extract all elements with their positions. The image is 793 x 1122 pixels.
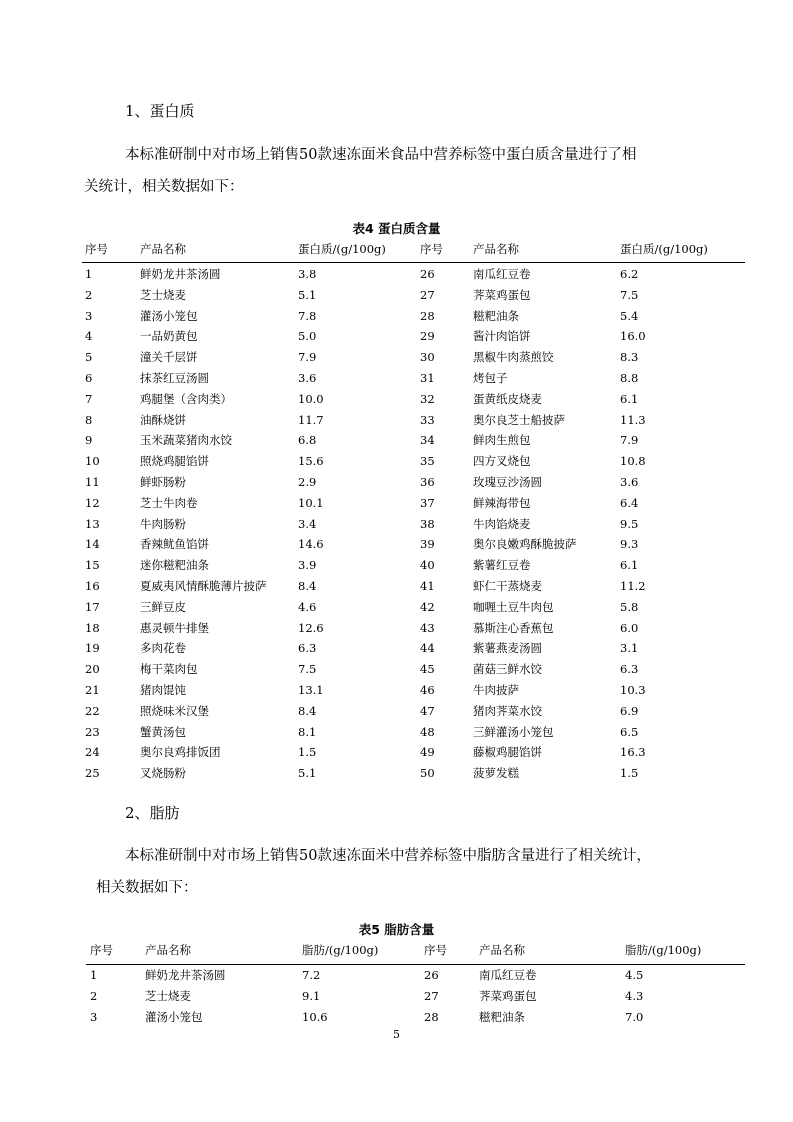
table4-header-index-2: 序号 xyxy=(420,242,443,256)
cell-product-name-2: 牛肉馅烧麦 xyxy=(473,516,531,531)
cell-index-2: 34 xyxy=(420,433,435,448)
cell-index-2: 31 xyxy=(420,370,435,385)
table4-row xyxy=(85,742,700,763)
cell-value-2: 10.3 xyxy=(620,682,646,697)
section1-heading: 1、蛋白质 xyxy=(125,102,195,120)
cell-product-name-2: 荠菜鸡蛋包 xyxy=(479,988,537,1003)
cell-value-2: 11.2 xyxy=(620,578,646,593)
cell-product-name-2: 南瓜红豆卷 xyxy=(473,267,531,281)
cell-product-name: 鲜虾肠粉 xyxy=(140,474,186,489)
cell-index-2: 49 xyxy=(420,745,435,760)
cell-index: 6 xyxy=(85,370,93,385)
cell-product-name-2: 糍粑油条 xyxy=(473,308,519,323)
table4-row xyxy=(85,493,700,514)
cell-value: 5.1 xyxy=(298,766,317,781)
cell-index: 3 xyxy=(90,1009,98,1024)
table4-row xyxy=(85,722,700,743)
cell-index-2: 27 xyxy=(420,287,435,302)
cell-value-2: 6.1 xyxy=(620,558,639,573)
table4-row xyxy=(85,680,700,701)
cell-value: 7.9 xyxy=(298,350,317,365)
cell-product-name: 夏威夷风情酥脆薄片披萨 xyxy=(140,578,267,593)
cell-value-2: 5.4 xyxy=(620,308,639,323)
cell-value-2: 11.3 xyxy=(620,412,646,427)
cell-value: 15.6 xyxy=(298,454,324,469)
table4-row xyxy=(85,410,700,431)
cell-product-name-2: 紫薯红豆卷 xyxy=(473,558,531,573)
cell-index-2: 45 xyxy=(420,662,435,677)
table4-row xyxy=(85,638,700,659)
cell-value: 10.1 xyxy=(298,495,324,510)
cell-product-name: 鲜奶龙井茶汤圆 xyxy=(140,267,221,281)
cell-index-2: 44 xyxy=(420,641,435,656)
page-number: 5 xyxy=(393,1028,400,1041)
table4-header-protein-2: 蛋白质/(g/100g) xyxy=(620,242,708,256)
table4-header-name-2: 产品名称 xyxy=(473,242,519,256)
cell-index: 12 xyxy=(85,495,100,510)
cell-product-name: 迷你糍粑油条 xyxy=(140,558,209,573)
cell-product-name: 照烧味米汉堡 xyxy=(140,703,209,718)
cell-product-name-2: 鲜肉生煎包 xyxy=(473,433,531,448)
cell-index-2: 30 xyxy=(420,350,435,365)
cell-value-2: 3.1 xyxy=(620,641,639,656)
cell-product-name: 香辣鱿鱼馅饼 xyxy=(140,537,209,552)
table4-row xyxy=(85,763,700,784)
cell-value-2: 7.5 xyxy=(620,287,639,302)
cell-value-2: 3.6 xyxy=(620,474,639,489)
cell-index: 15 xyxy=(85,558,100,573)
table4-row xyxy=(85,306,700,327)
cell-product-name: 灌汤小笼包 xyxy=(145,1009,203,1024)
cell-value-2: 9.3 xyxy=(620,537,639,552)
cell-product-name-2: 荠菜鸡蛋包 xyxy=(473,287,531,302)
cell-product-name: 玉米蔬菜猪肉水饺 xyxy=(140,433,232,448)
cell-product-name: 猪肉馄饨 xyxy=(140,682,186,697)
table5-caption: 表5 脂肪含量 xyxy=(358,922,435,937)
table5-header-name: 产品名称 xyxy=(145,943,191,957)
cell-product-name-2: 糍粑油条 xyxy=(479,1009,525,1024)
cell-value: 12.6 xyxy=(298,620,324,635)
table4-row xyxy=(85,701,700,722)
cell-value: 11.7 xyxy=(298,412,324,427)
cell-value: 6.3 xyxy=(298,641,317,656)
cell-value: 7.2 xyxy=(302,968,321,982)
cell-product-name-2: 玫瑰豆沙汤圆 xyxy=(473,474,542,489)
cell-value-2: 10.8 xyxy=(620,454,646,469)
section2-heading: 2、脂肪 xyxy=(125,804,180,822)
cell-value-2: 6.9 xyxy=(620,703,639,718)
cell-value: 8.4 xyxy=(298,703,317,718)
cell-value: 7.5 xyxy=(298,662,317,677)
cell-value-2: 4.3 xyxy=(625,988,644,1003)
cell-index: 7 xyxy=(85,391,93,406)
cell-index: 20 xyxy=(85,662,100,677)
table4-header-protein: 蛋白质/(g/100g) xyxy=(298,242,386,256)
cell-index: 2 xyxy=(90,988,98,1003)
cell-product-name: 芝士烧麦 xyxy=(145,988,191,1003)
cell-product-name-2: 三鲜灌汤小笼包 xyxy=(473,724,554,739)
cell-product-name-2: 牛肉披萨 xyxy=(473,682,519,697)
cell-index: 25 xyxy=(85,766,100,781)
cell-index-2: 29 xyxy=(420,329,435,344)
cell-value: 10.0 xyxy=(298,391,324,406)
cell-index: 22 xyxy=(85,703,100,718)
cell-index-2: 48 xyxy=(420,724,435,739)
cell-index-2: 39 xyxy=(420,537,435,552)
table4-header-rule xyxy=(82,262,745,263)
table4 xyxy=(85,264,700,784)
cell-index: 19 xyxy=(85,641,100,656)
cell-product-name: 鸡腿堡（含肉类） xyxy=(140,391,232,406)
cell-value-2: 16.3 xyxy=(620,745,646,760)
table4-row xyxy=(85,618,700,639)
cell-product-name-2: 南瓜红豆卷 xyxy=(479,968,537,982)
table4-row xyxy=(85,659,700,680)
cell-index: 13 xyxy=(85,516,100,531)
cell-product-name: 油酥烧饼 xyxy=(140,412,186,427)
cell-value: 6.8 xyxy=(298,433,317,448)
cell-index-2: 42 xyxy=(420,599,435,614)
cell-product-name-2: 菠萝发糕 xyxy=(473,766,519,781)
cell-product-name: 潼关千层饼 xyxy=(140,350,198,365)
cell-index-2: 35 xyxy=(420,454,435,469)
cell-index: 1 xyxy=(90,968,98,982)
table4-row xyxy=(85,514,700,535)
cell-value-2: 7.0 xyxy=(625,1009,644,1024)
cell-index: 21 xyxy=(85,682,100,697)
cell-index: 8 xyxy=(85,412,93,427)
cell-value-2: 1.5 xyxy=(620,766,639,781)
table5-header-fat-2: 脂肪/(g/100g) xyxy=(625,943,702,957)
section2-paragraph-line2: 相关数据如下： xyxy=(96,880,198,896)
cell-index: 3 xyxy=(85,308,93,323)
cell-product-name-2: 四方叉烧包 xyxy=(473,454,531,469)
cell-value-2: 6.2 xyxy=(620,267,639,281)
cell-index-2: 27 xyxy=(424,988,439,1003)
cell-index: 23 xyxy=(85,724,100,739)
cell-value-2: 6.3 xyxy=(620,662,639,677)
cell-product-name: 鲜奶龙井茶汤圆 xyxy=(145,968,226,982)
table4-row xyxy=(85,264,700,285)
table5-header-index-2: 序号 xyxy=(424,943,447,957)
cell-index: 1 xyxy=(85,267,93,281)
cell-index-2: 50 xyxy=(420,766,435,781)
cell-product-name: 惠灵顿牛排堡 xyxy=(140,620,209,635)
cell-index-2: 28 xyxy=(420,308,435,323)
cell-value: 5.1 xyxy=(298,287,317,302)
cell-index-2: 26 xyxy=(424,968,439,982)
table5-row xyxy=(90,986,705,1007)
table4-row xyxy=(85,472,700,493)
table5-header-name-2: 产品名称 xyxy=(479,943,525,957)
cell-index: 4 xyxy=(85,329,93,344)
cell-product-name-2: 黑椒牛肉蒸煎饺 xyxy=(473,350,554,365)
cell-value-2: 8.8 xyxy=(620,370,639,385)
cell-value-2: 6.5 xyxy=(620,724,639,739)
cell-index: 2 xyxy=(85,287,93,302)
cell-value: 4.6 xyxy=(298,599,317,614)
cell-product-name: 灌汤小笼包 xyxy=(140,308,198,323)
cell-value-2: 8.3 xyxy=(620,350,639,365)
cell-index: 24 xyxy=(85,745,100,760)
cell-product-name-2: 虾仁干蒸烧麦 xyxy=(473,578,542,593)
cell-product-name-2: 烤包子 xyxy=(473,370,508,385)
table5-header-fat: 脂肪/(g/100g) xyxy=(302,943,379,957)
cell-product-name: 梅干菜肉包 xyxy=(140,662,198,677)
cell-index: 9 xyxy=(85,433,93,448)
table4-row xyxy=(85,451,700,472)
cell-value: 8.4 xyxy=(298,578,317,593)
cell-product-name-2: 紫薯燕麦汤圆 xyxy=(473,641,542,656)
cell-product-name-2: 咖喱土豆牛肉包 xyxy=(473,599,554,614)
cell-index-2: 32 xyxy=(420,391,435,406)
cell-product-name: 奥尔良鸡排饭团 xyxy=(140,745,221,760)
cell-value: 3.6 xyxy=(298,370,317,385)
cell-value-2: 5.8 xyxy=(620,599,639,614)
cell-value: 14.6 xyxy=(298,537,324,552)
cell-index-2: 37 xyxy=(420,495,435,510)
cell-index: 11 xyxy=(85,474,100,489)
cell-index-2: 46 xyxy=(420,682,435,697)
cell-product-name: 芝士烧麦 xyxy=(140,287,186,302)
cell-value: 5.0 xyxy=(298,329,317,344)
table5-row xyxy=(90,1007,705,1028)
table4-row xyxy=(85,597,700,618)
cell-product-name-2: 鲜辣海带包 xyxy=(473,495,531,510)
table4-row xyxy=(85,555,700,576)
table5 xyxy=(90,965,705,1027)
cell-value: 3.8 xyxy=(298,267,317,281)
cell-product-name: 蟹黄汤包 xyxy=(140,724,186,739)
cell-product-name: 抹茶红豆汤圆 xyxy=(140,370,209,385)
cell-product-name-2: 蛋黄纸皮烧麦 xyxy=(473,391,542,406)
cell-index-2: 36 xyxy=(420,474,435,489)
section2-paragraph-line1: 本标准研制中对市场上销售50款速冻面米中营养标签中脂肪含量进行了相关统计， xyxy=(125,848,651,864)
cell-product-name-2: 菌菇三鲜水饺 xyxy=(473,662,542,677)
table5-header-index: 序号 xyxy=(90,943,113,957)
table4-row xyxy=(85,326,700,347)
cell-index-2: 43 xyxy=(420,620,435,635)
cell-value: 13.1 xyxy=(298,682,324,697)
cell-value: 7.8 xyxy=(298,308,317,323)
table4-header-name: 产品名称 xyxy=(140,242,186,256)
cell-value-2: 7.9 xyxy=(620,433,639,448)
cell-index-2: 38 xyxy=(420,516,435,531)
table4-row xyxy=(85,347,700,368)
cell-product-name-2: 猪肉荠菜水饺 xyxy=(473,703,542,718)
cell-value-2: 16.0 xyxy=(620,329,646,344)
cell-index: 16 xyxy=(85,578,100,593)
cell-index: 5 xyxy=(85,350,93,365)
cell-value: 10.6 xyxy=(302,1009,328,1024)
table4-row xyxy=(85,389,700,410)
table4-row xyxy=(85,534,700,555)
cell-value-2: 9.5 xyxy=(620,516,639,531)
cell-index-2: 47 xyxy=(420,703,435,718)
cell-value-2: 4.5 xyxy=(625,968,644,982)
table4-row xyxy=(85,285,700,306)
table4-caption: 表4 蛋白质含量 xyxy=(352,221,441,236)
cell-product-name: 牛肉肠粉 xyxy=(140,516,186,531)
cell-value: 3.4 xyxy=(298,516,317,531)
cell-product-name: 多肉花卷 xyxy=(140,641,186,656)
cell-index-2: 40 xyxy=(420,558,435,573)
section1-paragraph-line1: 本标准研制中对市场上销售50款速冻面米食品中营养标签中蛋白质含量进行了相 xyxy=(125,147,637,163)
cell-product-name: 三鲜豆皮 xyxy=(140,599,186,614)
cell-value-2: 6.4 xyxy=(620,495,639,510)
cell-index-2: 41 xyxy=(420,578,435,593)
cell-index: 18 xyxy=(85,620,100,635)
table4-row xyxy=(85,576,700,597)
cell-product-name-2: 奥尔良嫩鸡酥脆披萨 xyxy=(473,537,577,552)
table4-header-index: 序号 xyxy=(85,242,108,256)
cell-product-name-2: 慕斯注心香蕉包 xyxy=(473,620,554,635)
cell-value-2: 6.1 xyxy=(620,391,639,406)
cell-value: 9.1 xyxy=(302,988,321,1003)
cell-index: 17 xyxy=(85,599,100,614)
cell-value: 1.5 xyxy=(298,745,317,760)
cell-product-name: 芝士牛肉卷 xyxy=(140,495,198,510)
cell-product-name-2: 藤椒鸡腿馅饼 xyxy=(473,745,542,760)
cell-product-name: 一品奶黄包 xyxy=(140,329,198,344)
cell-product-name-2: 奥尔良芝士船披萨 xyxy=(473,412,565,427)
cell-index-2: 26 xyxy=(420,267,435,281)
cell-value-2: 6.0 xyxy=(620,620,639,635)
cell-index-2: 33 xyxy=(420,412,435,427)
cell-product-name: 叉烧肠粉 xyxy=(140,766,186,781)
section1-paragraph-line2: 关统计，相关数据如下： xyxy=(84,179,244,195)
cell-index: 10 xyxy=(85,454,100,469)
cell-value: 2.9 xyxy=(298,474,317,489)
table5-row xyxy=(90,965,705,986)
cell-product-name-2: 酱汁肉馅饼 xyxy=(473,329,531,344)
cell-index: 14 xyxy=(85,537,100,552)
table4-row xyxy=(85,368,700,389)
cell-value: 8.1 xyxy=(298,724,317,739)
cell-product-name: 照烧鸡腿馅饼 xyxy=(140,454,209,469)
table4-row xyxy=(85,430,700,451)
cell-value: 3.9 xyxy=(298,558,317,573)
cell-index-2: 28 xyxy=(424,1009,439,1024)
